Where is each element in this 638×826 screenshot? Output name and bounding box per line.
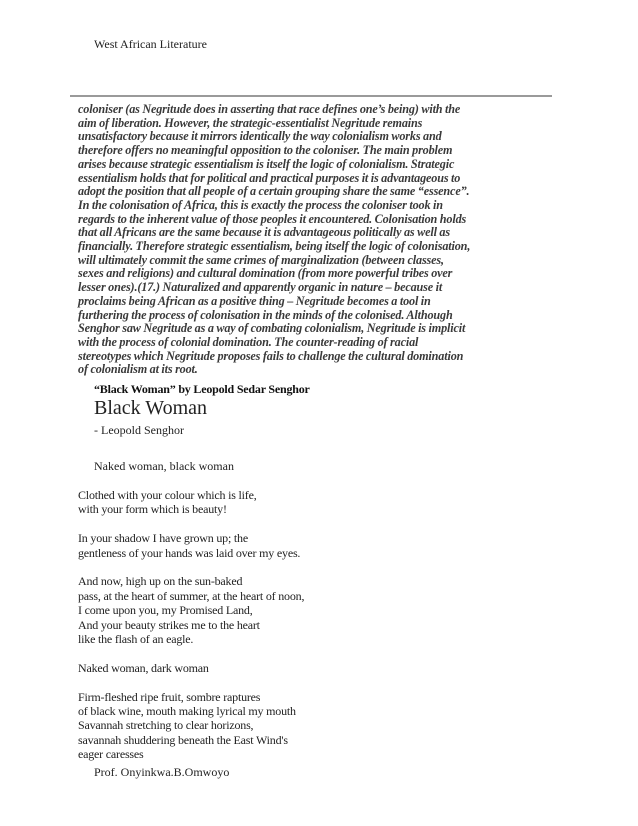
poem-body [78,488,548,776]
essay-line: that all Africans are the same because it is advantageous politically as well as [78,225,450,240]
poem-line: pass, at the heart of summer, at the heart of noon, [78,588,305,603]
essay-line: unsatisfactory because it mirrors identically the way colonialism works and [78,129,442,144]
poem-stanza [78,574,548,646]
essay-line: furthering the process of colonisation in the minds of the colonised. Although [78,307,453,322]
essay-line: regards to the inherent value of those peoples it encountered. Colonisation holds [78,211,467,226]
essay-line: In the colonisation of Africa, this is exactly the process the coloniser took in [78,197,443,212]
essay-paragraph [78,103,550,377]
essay-line: adopt the position that all people of a certain grouping share the same “essence”. [78,184,470,199]
poem-line: savannah shuddering beneath the East Wind's [78,732,288,747]
poem-line: eager caresses [78,747,144,762]
poem-line: And your beauty strikes me to the heart [78,617,260,632]
poem-line: Clothed with your colour which is life, [78,488,257,502]
poem-stanza [78,488,548,517]
poem-line: like the flash of an eagle. [78,632,194,647]
poem-line: And now, high up on the sun-baked [78,574,243,589]
header-rule [70,95,552,97]
poem-stanza [78,690,548,762]
poem-line: Firm-fleshed ripe fruit, sombre raptures [78,689,261,704]
poem-title: Black Woman [94,397,207,419]
poem-stanza [78,531,548,560]
essay-line: proclaims being African as a positive thing – Negritude becomes a tool in [78,293,431,308]
poem-line: Naked woman, dark woman [78,660,209,675]
essay-line: with the process of colonial domination. The counter-reading of racial [78,334,419,349]
poem-stanza [78,661,548,675]
page-header: West African Literature [94,37,207,51]
poem-line: with your form which is beauty! [78,502,227,517]
poem-line: gentleness of your hands was laid over my eyes. [78,545,301,560]
essay-line: Senghor saw Negritude as a way of combating colonialism, Negritude is implicit [78,321,466,336]
poem-line: In your shadow I have grown up; the [78,531,248,546]
essay-line: therefore offers no meaningful opposition to the coloniser. The main problem [78,143,453,158]
poem-line: Savannah stretching to clear horizons, [78,718,254,733]
poem-line: I come upon you, my Promised Land, [78,603,253,618]
poem-line: of black wine, mouth making lyrical my mouth [78,704,296,719]
essay-line: essentialism holds that for political and practical purposes it is advantageous to [78,170,461,185]
essay-line: lesser ones).(17.) Naturalized and apparently organic in nature – because it [78,280,443,295]
essay-line: financially. Therefore strategic essentialism, being itself the logic of colonisation, [78,239,471,254]
essay-line: arises because strategic essentialism is itself the logic of colonialism. Strategic [78,156,455,171]
poem-first-line: Naked woman, black woman [94,459,234,473]
essay-line: of colonialism at its root. [78,362,198,377]
essay-line: stereotypes which Negritude proposes fails to challenge the cultural domination [78,348,464,363]
essay-line: sexes and religions) and cultural domination (from more powerful tribes over [78,266,453,281]
poem-author: - Leopold Senghor [94,423,184,437]
essay-line: coloniser (as Negritude does in asserting that race defines one’s being) with the [78,102,461,116]
poem-heading: “Black Woman” by Leopold Sedar Senghor [94,382,310,396]
page-footer: Prof. Onyinkwa.B.Omwoyo [94,765,230,779]
essay-line: will ultimately commit the same crimes of marginalization (between classes, [78,252,444,267]
essay-line: aim of liberation. However, the strategic-essentialist Negritude remains [78,115,423,130]
